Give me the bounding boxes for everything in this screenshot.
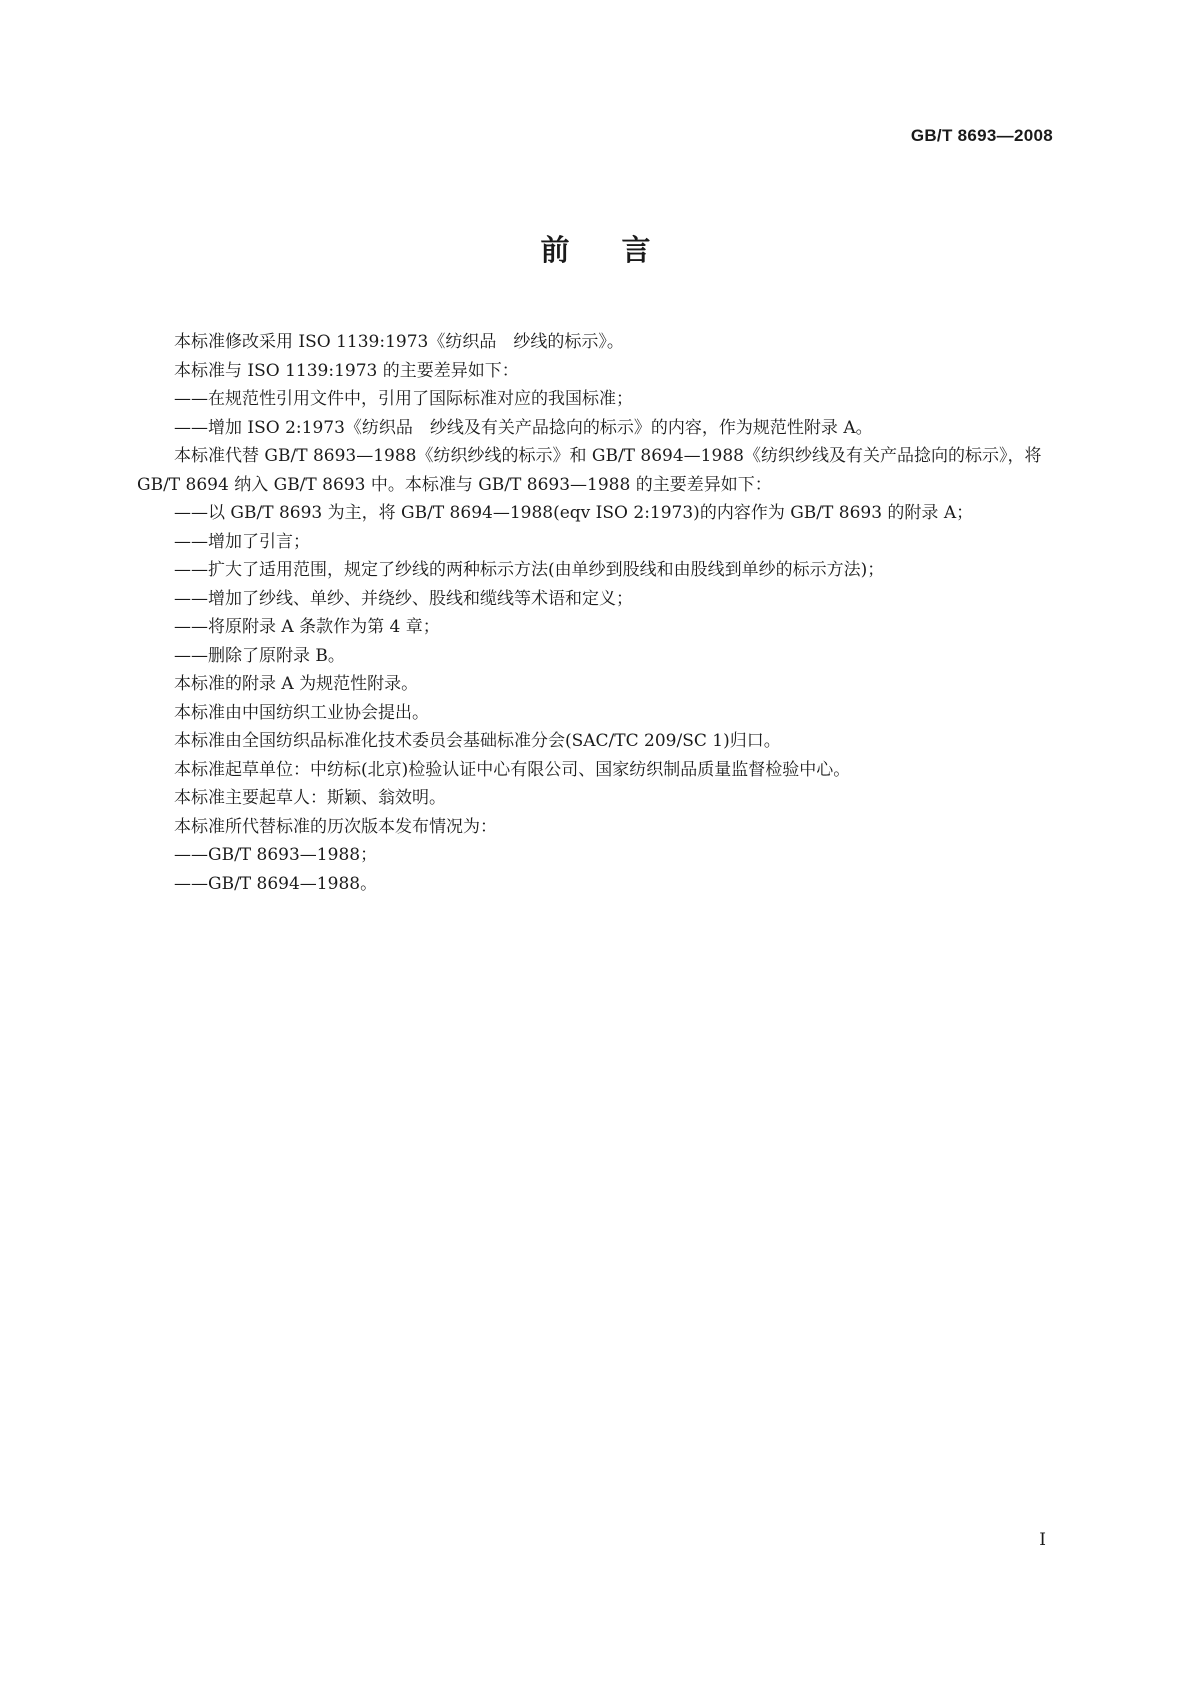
paragraph: 本标准由中国纺织工业协会提出。 xyxy=(174,702,429,723)
paragraph: 本标准的附录 A 为规范性附录。 xyxy=(174,674,419,694)
list-item: ——在规范性引用文件中，引用了国际标准对应的我国标准； xyxy=(174,389,633,409)
list-item: ——扩大了适用范围，规定了纱线的两种标示方法(由单纱到股线和由股线到单纱的标示方法)； xyxy=(174,560,885,580)
standard-code: GB/T 8693—2008 xyxy=(910,126,1053,145)
list-item: ——以 GB/T 8693 为主，将 GB/T 8694—1988(eqv ISO 2:1973)的内容作为 GB/T 8693 的附录 A； xyxy=(174,503,974,523)
paragraph: 本标准修改采用 ISO 1139:1973《纺织品 纱线的标示》。 xyxy=(174,332,624,352)
list-item: ——将原附录 A 条款作为第 4 章； xyxy=(174,617,440,637)
list-item: ——增加 ISO 2:1973《纺织品 纱线及有关产品捻向的标示》的内容，作为规范性附录 A。 xyxy=(174,417,873,438)
list-item: ——增加了引言； xyxy=(174,531,310,552)
foreword-body xyxy=(137,328,1057,898)
list-item: ——删除了原附录 B。 xyxy=(174,645,345,666)
list-item: ——GB/T 8693—1988； xyxy=(174,845,378,865)
list-item: ——GB/T 8694—1988。 xyxy=(174,873,378,894)
paragraph: 本标准与 ISO 1139:1973 的主要差异如下： xyxy=(174,360,519,381)
paragraph: 本标准由全国纺织品标准化技术委员会基础标准分会(SAC/TC 209/SC 1)归口。 xyxy=(174,731,781,751)
page-number: I xyxy=(1039,1530,1046,1550)
paragraph: 本标准主要起草人：斯颖、翁效明。 xyxy=(174,788,446,808)
paragraph: 本标准起草单位：中纺标(北京)检验认证中心有限公司、国家纺织制品质量监督检验中心。 xyxy=(174,759,851,780)
paragraph: 本标准所代替标准的历次版本发布情况为： xyxy=(174,816,497,837)
paragraph: 本标准代替 GB/T 8693—1988《纺织纱线的标示》和 GB/T 8694—1988《纺织纱线及有关产品捻向的标示》，将 GB/T 8694 纳入 GB/T 8693 中。本标准与 GB/T 8693—1988 的主要差异如下： xyxy=(137,446,1042,495)
list-item: ——增加了纱线、单纱、并绕纱、股线和缆线等术语和定义； xyxy=(174,588,633,609)
page-title: 前言 xyxy=(540,233,703,267)
